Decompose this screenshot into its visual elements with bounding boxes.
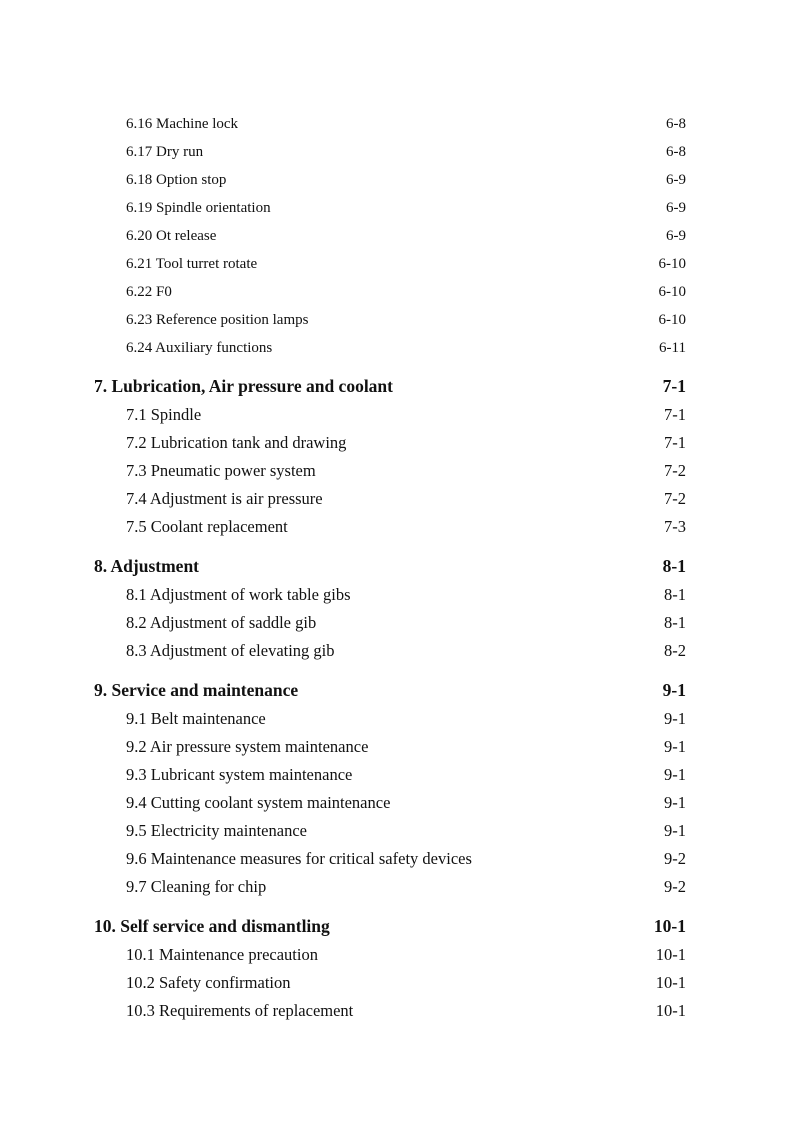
- toc-entry[interactable]: [0, 404, 793, 426]
- toc-entry-title: 9.3 Lubricant system maintenance: [126, 765, 353, 784]
- toc-chapter-title: 10. Self service and dismantling: [94, 916, 330, 936]
- toc-entry[interactable]: [0, 820, 793, 842]
- toc-entry-title: 6.17 Dry run: [126, 144, 204, 160]
- toc-entry[interactable]: [0, 708, 793, 730]
- toc-entry[interactable]: [0, 281, 793, 303]
- toc-entry-title: 6.16 Machine lock: [126, 116, 239, 132]
- toc-chapter-page: 9-1: [662, 680, 686, 700]
- toc-entry-title: 9.5 Electricity maintenance: [126, 821, 307, 840]
- toc-entry-page: 8-2: [664, 641, 686, 660]
- toc-entry-page: 6-11: [659, 340, 686, 356]
- toc-entry-page: 10-1: [655, 973, 686, 992]
- toc-entry-page: 9-1: [664, 821, 686, 840]
- toc-entry[interactable]: [0, 792, 793, 814]
- toc-entry-title: 6.21 Tool turret rotate: [126, 256, 258, 272]
- toc-entry[interactable]: [0, 516, 793, 538]
- toc-entry[interactable]: [0, 848, 793, 870]
- toc-entry[interactable]: [0, 253, 793, 275]
- toc-entry-page: 7-2: [664, 489, 686, 508]
- toc-chapter-heading[interactable]: [0, 555, 793, 577]
- toc-entry[interactable]: [0, 197, 793, 219]
- toc-chapter-page: 8-1: [662, 556, 686, 576]
- toc-entry-title: 9.7 Cleaning for chip: [126, 877, 267, 896]
- toc-entry[interactable]: [0, 169, 793, 191]
- toc-entry[interactable]: [0, 944, 793, 966]
- toc-entry[interactable]: [0, 972, 793, 994]
- toc-entry-title: 6.24 Auxiliary functions: [126, 340, 273, 356]
- toc-entry-title: 6.18 Option stop: [126, 172, 227, 188]
- toc-entry[interactable]: [0, 640, 793, 662]
- toc-entry-page: 6-9: [666, 228, 686, 244]
- toc-entry-title: 6.19 Spindle orientation: [126, 200, 271, 216]
- toc-entry-page: 6-9: [666, 172, 686, 188]
- toc-entry[interactable]: [0, 736, 793, 758]
- toc-entry[interactable]: [0, 612, 793, 634]
- toc-entry-page: 8-1: [664, 585, 686, 604]
- toc-entry-title: 10.1 Maintenance precaution: [126, 945, 318, 964]
- toc-entry-page: 6-9: [666, 200, 686, 216]
- toc-entry-page: 9-2: [664, 877, 686, 896]
- toc-entry[interactable]: [0, 460, 793, 482]
- toc-entry-title: 8.3 Adjustment of elevating gib: [126, 641, 335, 660]
- toc-entry-page: 10-1: [655, 945, 686, 964]
- toc-entry-title: 10.2 Safety confirmation: [126, 973, 291, 992]
- toc-entry-page: 6-10: [658, 284, 686, 300]
- toc-entry-page: 9-1: [664, 765, 686, 784]
- toc-entry-title: 7.1 Spindle: [126, 405, 202, 424]
- toc-entry[interactable]: [0, 141, 793, 163]
- toc-entry-title: 7.2 Lubrication tank and drawing: [126, 433, 347, 452]
- toc-entry[interactable]: [0, 225, 793, 247]
- toc-chapter-heading[interactable]: [0, 375, 793, 397]
- toc-entry-title: 8.1 Adjustment of work table gibs: [126, 585, 351, 604]
- toc-entry-page: 6-10: [658, 312, 686, 328]
- toc-entry[interactable]: [0, 764, 793, 786]
- toc-entry-page: 8-1: [664, 613, 686, 632]
- toc-entry-page: 6-8: [666, 116, 686, 132]
- toc-entry-page: 9-2: [664, 849, 686, 868]
- toc-entry-title: 7.5 Coolant replacement: [126, 517, 288, 536]
- toc-entry-title: 10.3 Requirements of replacement: [126, 1001, 354, 1020]
- toc-entry[interactable]: [0, 337, 793, 359]
- toc-entry-title: 6.20 Ot release: [126, 228, 217, 244]
- toc-entry-page: 7-1: [664, 405, 686, 424]
- toc-entry-title: 9.1 Belt maintenance: [126, 709, 266, 728]
- toc-entry-page: 9-1: [664, 793, 686, 812]
- toc-entry[interactable]: [0, 488, 793, 510]
- toc-entry-title: 7.3 Pneumatic power system: [126, 461, 316, 480]
- toc-chapter-page: 10-1: [653, 916, 686, 936]
- toc-chapter-heading[interactable]: [0, 679, 793, 701]
- toc-entry-page: 6-10: [658, 256, 686, 272]
- toc-entry[interactable]: [0, 309, 793, 331]
- toc-chapter-title: 7. Lubrication, Air pressure and coolant: [94, 376, 393, 396]
- toc-entry-page: 7-2: [664, 461, 686, 480]
- toc-entry-page: 7-3: [664, 517, 686, 536]
- toc-entry-page: 9-1: [664, 709, 686, 728]
- toc-entry-page: 7-1: [664, 433, 686, 452]
- toc-entry-title: 6.23 Reference position lamps: [126, 312, 309, 328]
- toc-chapter-title: 8. Adjustment: [94, 556, 200, 576]
- toc-entry-title: 6.22 F0: [126, 284, 172, 300]
- toc-entry-title: 9.6 Maintenance measures for critical safety devices: [126, 849, 472, 868]
- toc-entry[interactable]: [0, 876, 793, 898]
- toc-entry[interactable]: [0, 432, 793, 454]
- toc-chapter-page: 7-1: [662, 376, 686, 396]
- toc-entry[interactable]: [0, 584, 793, 606]
- toc-entry-page: 9-1: [664, 737, 686, 756]
- toc-entry-title: 9.4 Cutting coolant system maintenance: [126, 793, 391, 812]
- toc-entry-page: 6-8: [666, 144, 686, 160]
- toc-chapter-heading[interactable]: [0, 915, 793, 937]
- toc-entry-title: 7.4 Adjustment is air pressure: [126, 489, 323, 508]
- toc-chapter-title: 9. Service and maintenance: [94, 680, 299, 700]
- toc-entry-page: 10-1: [655, 1001, 686, 1020]
- toc-entry-title: 8.2 Adjustment of saddle gib: [126, 613, 317, 632]
- toc-entry[interactable]: [0, 1000, 793, 1022]
- toc-entry[interactable]: [0, 113, 793, 135]
- toc-entry-title: 9.2 Air pressure system maintenance: [126, 737, 369, 756]
